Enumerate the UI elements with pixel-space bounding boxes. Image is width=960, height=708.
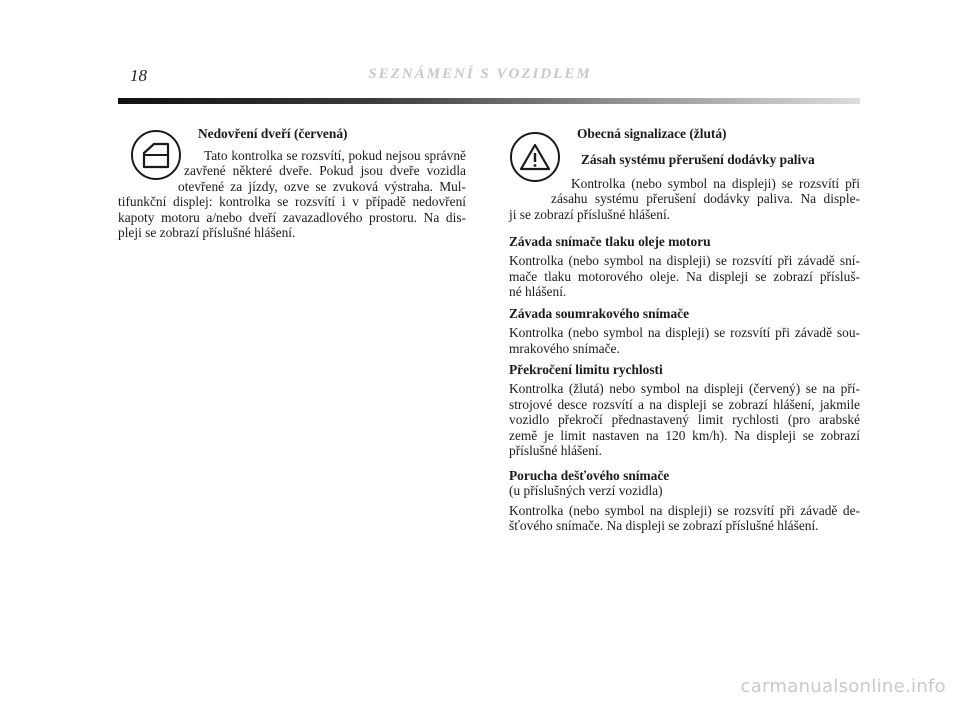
section-heading: Porucha dešťového snímače xyxy=(509,468,670,483)
running-header: SEZNÁMENÍ S VOZIDLEM xyxy=(368,66,592,82)
speed-limit-section: Překročení limitu rychlosti Kontrolka (žlutá) nebo symbol na displeji (červený) se na pří- strojové desce rozsvítí a na displeji se zobrazí hlášení, jakmile vozidlo překročí přednastavený limit rychlosti (pro arabské země je limit nastaven na 120 km/h). Na displeji se zobrazí příslušné hlášení. xyxy=(509,362,860,459)
twilight-sensor-section: Závada soumrakového snímače Kontrolka (nebo symbol na displeji) se rozsvítí při závadě sou- mrakového snímače. xyxy=(509,306,860,356)
section-heading: Překročení limitu rychlosti xyxy=(509,362,663,377)
page-number: 18 xyxy=(130,66,147,85)
fuel-cutoff-heading: Zásah systému přerušení dodávky paliva xyxy=(581,152,815,167)
rain-sensor-section: Porucha dešťového snímače (u příslušných verzí vozidla) Kontrolka (nebo symbol na displeji) se rozsvítí při závadě de- šťového snímače. Na displeji se zobrazí příslušné hlášení. xyxy=(509,468,860,534)
door-warning-heading: Nedovření dveří (červená) xyxy=(198,126,348,141)
section-heading: Závada snímače tlaku oleje motoru xyxy=(509,234,711,249)
header-rule xyxy=(118,98,860,104)
section-heading: Závada soumrakového snímače xyxy=(509,306,690,321)
oil-pressure-sensor-section: Závada snímače tlaku oleje motoru Kontrolka (nebo symbol na displeji) se rozsvítí při závadě sní- mače tlaku motorového oleje. Na displeji se zobrazí přísluš- né hlášení. xyxy=(509,234,860,300)
warning-triangle-icon xyxy=(510,132,560,182)
general-warning-heading: Obecná signalizace (žlutá) xyxy=(577,126,727,141)
section-subheading: (u příslušných verzí vozidla) xyxy=(509,483,663,499)
fuel-cutoff-text: Kontrolka (nebo symbol na displeji) se rozsvítí při zásahu systému přerušení dodávky paliva. Na disple- ji se zobrazí příslušné hlášení. xyxy=(509,176,860,222)
watermark: carmanualsonline.info xyxy=(740,676,946,697)
door-warning-text: Tato kontrolka se rozsvítí, pokud nejsou správně zavřené některé dveře. Pokud jsou dveře vozidla otevřené za jízdy, ozve se zvuková výstraha. Mul- tifunkční displej: kontrolka se rozsvítí i v případě nedovření kapoty motoru a/nebo dveří zavazadlového prostoru. Na dis- pleji se zobrazí příslušné hlášení. xyxy=(118,148,466,241)
